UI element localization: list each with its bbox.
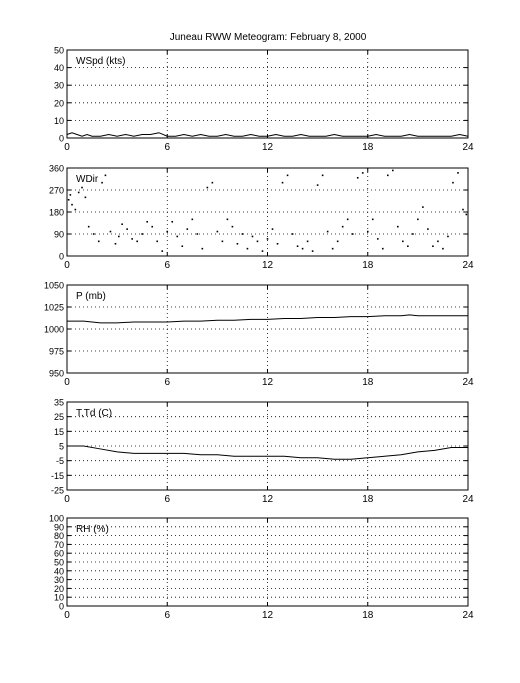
x-tick-label: 6 — [164, 494, 171, 505]
data-point — [432, 245, 434, 247]
data-point — [442, 248, 444, 250]
data-point — [457, 172, 459, 174]
data-point — [312, 250, 314, 252]
data-point — [337, 241, 339, 243]
y-tick-label: 1050 — [43, 280, 64, 291]
data-point — [302, 248, 304, 250]
x-tick-label: 24 — [462, 377, 474, 388]
x-tick-label: 18 — [362, 610, 374, 621]
data-point — [85, 197, 87, 199]
data-point — [382, 248, 384, 250]
x-tick-label: 6 — [164, 610, 171, 621]
panel-label: T,Td (C) — [76, 408, 113, 419]
data-point — [75, 209, 77, 211]
y-tick-label: 950 — [48, 368, 64, 379]
data-point — [297, 245, 299, 247]
y-tick-label: 10 — [53, 115, 64, 126]
x-tick-label: 0 — [64, 610, 70, 621]
panels — [44, 46, 474, 622]
x-tick-label: 12 — [261, 494, 274, 505]
x-tick-label: 18 — [362, 494, 374, 505]
data-point — [427, 228, 429, 230]
data-point — [197, 233, 199, 235]
data-point — [392, 170, 394, 172]
x-tick-label: 18 — [362, 377, 374, 388]
y-tick-label: 90 — [53, 229, 64, 240]
data-point — [161, 250, 163, 252]
data-point — [272, 228, 274, 230]
data-point — [181, 245, 183, 247]
data-point — [141, 233, 143, 235]
x-tick-label: 6 — [164, 377, 171, 388]
y-tick-label: 180 — [48, 207, 64, 218]
y-tick-label: 70 — [53, 539, 64, 550]
panel-label: RH (%) — [76, 524, 109, 535]
panel-3 — [44, 281, 474, 389]
data-point — [347, 219, 349, 221]
data-point — [437, 241, 439, 243]
data-point — [267, 238, 269, 240]
data-point — [136, 241, 138, 243]
data-point — [118, 236, 120, 238]
data-point — [121, 223, 123, 225]
y-tick-label: 0 — [58, 133, 64, 144]
y-tick-label: 35 — [53, 397, 64, 408]
data-point — [257, 241, 259, 243]
chart-title: Juneau RWW Meteogram: February 8, 2000 — [169, 32, 367, 43]
y-tick-label: 975 — [48, 346, 64, 357]
data-point — [237, 243, 239, 245]
data-point — [202, 248, 204, 250]
data-point — [146, 221, 148, 223]
data-point — [412, 233, 414, 235]
y-tick-label: 50 — [53, 557, 64, 568]
y-tick-label: 1000 — [43, 324, 64, 335]
data-point — [327, 231, 329, 233]
y-tick-label: 20 — [53, 583, 64, 594]
y-tick-label: 90 — [53, 522, 64, 533]
x-tick-label: 0 — [64, 377, 70, 388]
data-point — [317, 184, 319, 186]
y-tick-label: 0 — [58, 251, 64, 262]
x-tick-label: 6 — [164, 142, 171, 153]
x-tick-label: 12 — [261, 377, 274, 388]
data-point — [227, 219, 229, 221]
data-point — [322, 175, 324, 177]
data-point — [242, 233, 244, 235]
data-point — [93, 233, 95, 235]
data-point — [151, 226, 153, 228]
data-point — [81, 187, 83, 189]
data-point — [71, 204, 73, 206]
x-tick-label: 0 — [64, 494, 70, 505]
data-point — [387, 175, 389, 177]
data-point — [282, 182, 284, 184]
data-point — [70, 194, 72, 196]
x-tick-label: 24 — [462, 494, 474, 505]
data-point — [232, 226, 234, 228]
data-point — [402, 241, 404, 243]
data-point — [362, 172, 364, 174]
data-point — [222, 241, 224, 243]
panel-label: P (mb) — [76, 291, 106, 302]
data-point — [367, 231, 369, 233]
data-point — [212, 182, 214, 184]
y-tick-label: -5 — [55, 456, 64, 467]
data-point — [115, 243, 117, 245]
y-tick-label: 30 — [53, 575, 64, 586]
x-tick-label: 24 — [462, 260, 474, 271]
data-point — [407, 245, 409, 247]
data-point — [352, 233, 354, 235]
x-tick-label: 12 — [261, 260, 274, 271]
x-tick-label: 24 — [462, 610, 474, 621]
data-point — [166, 231, 168, 233]
data-point — [192, 219, 194, 221]
panel-label: WDir — [76, 174, 99, 185]
y-tick-label: 40 — [53, 63, 64, 74]
y-tick-label: 0 — [58, 601, 64, 612]
data-point — [110, 231, 112, 233]
y-tick-label: 360 — [48, 163, 64, 174]
data-point — [217, 231, 219, 233]
data-point — [292, 233, 294, 235]
data-point — [171, 221, 173, 223]
x-tick-label: 12 — [261, 142, 274, 153]
data-point — [105, 175, 107, 177]
x-tick-label: 18 — [362, 260, 374, 271]
panel-1 — [54, 46, 474, 154]
data-point — [357, 177, 359, 179]
data-point — [262, 250, 264, 252]
data-point — [447, 236, 449, 238]
y-tick-label: 60 — [53, 548, 64, 559]
y-tick-label: 30 — [53, 80, 64, 91]
y-tick-label: -15 — [50, 470, 64, 481]
data-point — [342, 226, 344, 228]
y-tick-label: 1025 — [43, 302, 64, 313]
y-tick-label: 270 — [48, 185, 64, 196]
panel-5 — [49, 514, 474, 622]
y-tick-label: 80 — [53, 531, 64, 542]
x-tick-label: 12 — [261, 610, 274, 621]
data-point — [422, 206, 424, 208]
x-tick-label: 24 — [462, 142, 474, 153]
panel-label: WSpd (kts) — [76, 56, 126, 67]
data-point — [417, 219, 419, 221]
data-point — [332, 248, 334, 250]
data-point — [126, 228, 128, 230]
data-point — [156, 241, 158, 243]
data-point — [88, 226, 90, 228]
data-point — [462, 209, 464, 211]
data-point — [466, 214, 468, 216]
x-tick-label: 0 — [64, 260, 70, 271]
data-point — [247, 248, 249, 250]
y-tick-label: 40 — [53, 566, 64, 577]
y-tick-label: 25 — [53, 412, 64, 423]
data-point — [207, 187, 209, 189]
data-point — [252, 236, 254, 238]
y-tick-label: 20 — [53, 98, 64, 109]
data-point — [101, 182, 103, 184]
x-tick-label: 6 — [164, 260, 171, 271]
data-point — [377, 238, 379, 240]
y-tick-label: 10 — [53, 592, 64, 603]
data-point — [277, 243, 279, 245]
data-point — [287, 175, 289, 177]
y-tick-label: -25 — [50, 485, 64, 496]
data-point — [307, 241, 309, 243]
data-point — [176, 236, 178, 238]
data-point — [397, 226, 399, 228]
y-tick-label: 5 — [58, 441, 64, 452]
y-tick-label: 15 — [53, 426, 64, 437]
x-tick-label: 0 — [64, 142, 70, 153]
y-tick-label: 100 — [48, 513, 64, 524]
panel-4 — [51, 398, 474, 506]
data-point — [98, 241, 100, 243]
y-tick-label: 50 — [53, 45, 64, 56]
data-point — [78, 192, 80, 194]
panel-2 — [49, 164, 474, 272]
x-tick-label: 18 — [362, 142, 374, 153]
data-point — [187, 228, 189, 230]
data-point — [68, 199, 70, 201]
data-point — [131, 238, 133, 240]
data-point — [372, 219, 374, 221]
data-point — [452, 182, 454, 184]
